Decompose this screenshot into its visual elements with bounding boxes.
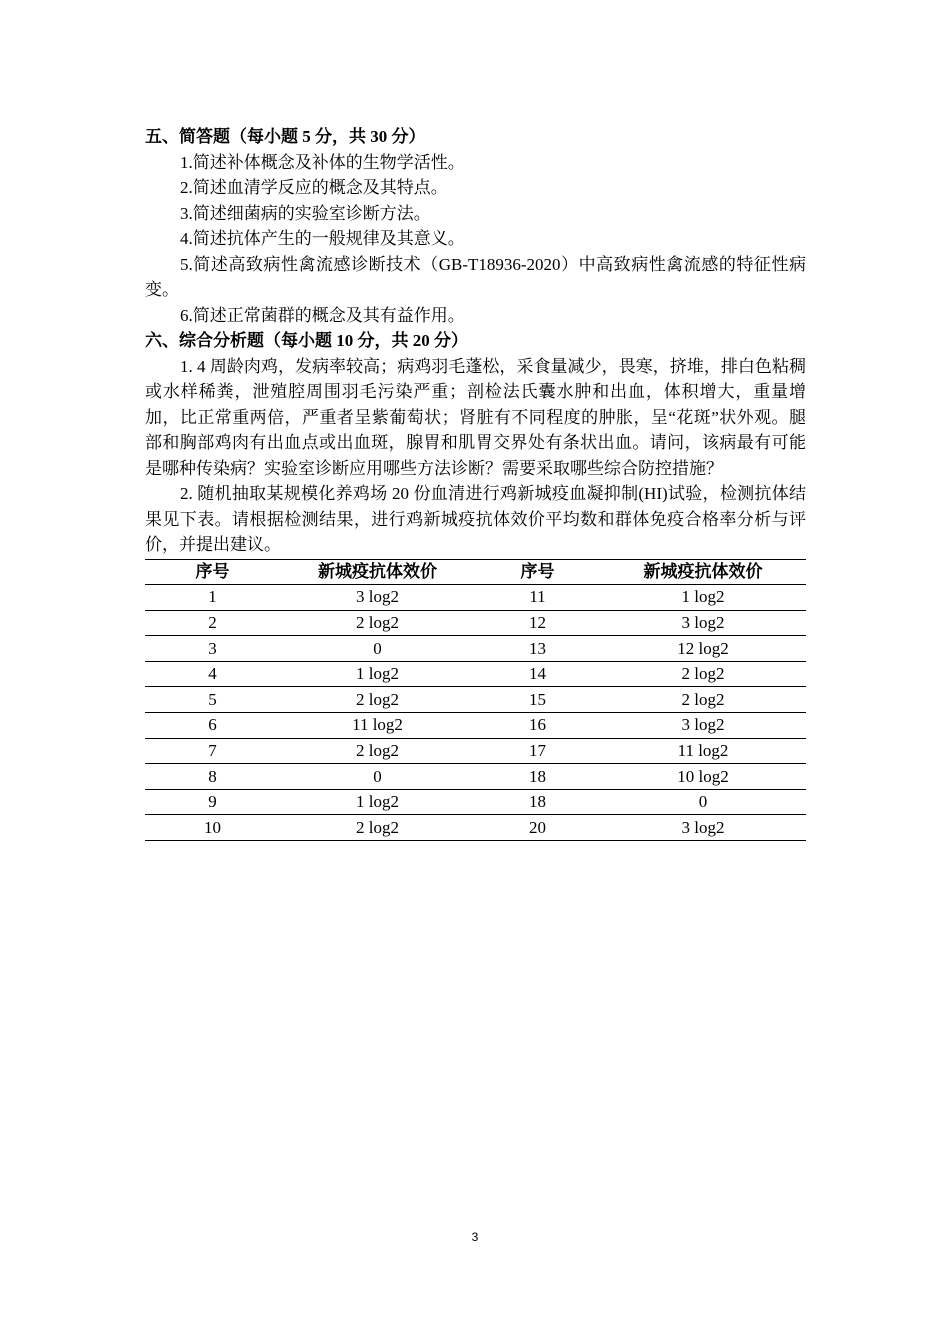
table-row — [145, 610, 806, 636]
table-cell: 2 log2 — [280, 610, 475, 636]
table-cell: 1 log2 — [280, 789, 475, 815]
table-cell: 2 log2 — [600, 661, 806, 687]
table-cell: 17 — [475, 738, 600, 764]
question-5-6: 6.简述正常菌群的概念及其有益作用。 — [180, 305, 465, 325]
table-cell: 1 log2 — [600, 585, 806, 611]
table-cell: 3 log2 — [600, 610, 806, 636]
section-6-heading: 六、综合分析题（每小题 10 分，共 20 分） — [145, 331, 468, 350]
column-header-serial: 序号 — [145, 559, 280, 585]
table-cell: 2 log2 — [280, 815, 475, 841]
table-cell: 15 — [475, 687, 600, 713]
table-row — [145, 636, 806, 662]
table-cell: 6 — [145, 713, 280, 739]
table-cell: 13 — [475, 636, 600, 662]
question-5-3: 3.简述细菌病的实验室诊断方法。 — [180, 203, 431, 223]
table-cell: 5 — [145, 687, 280, 713]
question-5-2: 2.简述血清学反应的概念及其特点。 — [180, 178, 448, 197]
question-5-4: 4.简述抗体产生的一般规律及其意义。 — [180, 229, 465, 248]
table-cell: 11 — [475, 585, 600, 611]
page-number: 3 — [471, 1230, 479, 1244]
table-cell: 3 log2 — [600, 713, 806, 739]
table-row — [145, 789, 806, 815]
section-5-heading: 五、简答题（每小题 5 分，共 30 分） — [145, 127, 426, 146]
table-cell: 2 log2 — [280, 687, 475, 713]
table-cell: 9 — [145, 789, 280, 815]
table-cell: 0 — [600, 789, 806, 815]
question-5-5: 5.简述高致病性禽流感诊断技术（GB-T18936-2020）中高致病性禽流感的特征性病变。 — [145, 254, 806, 299]
table-cell: 3 log2 — [280, 585, 475, 611]
table-row — [145, 713, 806, 739]
table-cell: 0 — [280, 764, 475, 790]
table-cell: 3 log2 — [600, 815, 806, 841]
table-cell: 1 — [145, 585, 280, 611]
table-cell: 2 — [145, 610, 280, 636]
table-cell: 11 log2 — [280, 713, 475, 739]
table-cell: 2 log2 — [280, 738, 475, 764]
table-cell: 7 — [145, 738, 280, 764]
table-cell: 1 log2 — [280, 661, 475, 687]
table-row — [145, 815, 806, 841]
table-row — [145, 661, 806, 687]
table-row — [145, 764, 806, 790]
question-5-1: 1.简述补体概念及补体的生物学活性。 — [180, 152, 465, 172]
table-cell: 11 log2 — [600, 738, 806, 764]
table-cell: 14 — [475, 661, 600, 687]
table-row — [145, 738, 806, 764]
antibody-titer-table — [145, 559, 806, 842]
table-cell: 0 — [280, 636, 475, 662]
table-cell: 8 — [145, 764, 280, 790]
page-content — [145, 124, 806, 841]
table-row — [145, 585, 806, 611]
table-cell: 4 — [145, 661, 280, 687]
table-cell: 10 — [145, 815, 280, 841]
column-header-serial: 序号 — [475, 559, 600, 585]
table-cell: 2 log2 — [600, 687, 806, 713]
table-cell: 10 log2 — [600, 764, 806, 790]
column-header-titer: 新城疫抗体效价 — [600, 559, 806, 585]
table-cell: 20 — [475, 815, 600, 841]
column-header-titer: 新城疫抗体效价 — [280, 559, 475, 585]
table-row — [145, 687, 806, 713]
question-6-1: 1. 4 周龄肉鸡，发病率较高；病鸡羽毛蓬松，采食量减少，畏寒，挤堆，排白色粘稠或水样稀粪，泄殖腔周围羽毛污染严重；剖检法氏囊水肿和出血，体积增大，重量增加，比正常重两倍，严重者呈紫葡萄状；肾脏有不同程度的肿胀，呈“花斑”状外观。腿部和胸部鸡肉有出血点或出血斑，腺胃和肌胃交界处有条状出血。请问，该病最有可能是哪种传染病？实验室诊断应用哪些方法诊断？需要采取哪些综合防控措施？ — [145, 356, 806, 478]
table-cell: 18 — [475, 789, 600, 815]
table-cell: 18 — [475, 764, 600, 790]
table-header-row — [145, 559, 806, 585]
table-cell: 16 — [475, 713, 600, 739]
table-cell: 12 — [475, 610, 600, 636]
question-6-2: 2. 随机抽取某规模化养鸡场 20 份血清进行鸡新城疫血凝抑制(HI)试验，检测抗体结果见下表。请根据检测结果，进行鸡新城疫抗体效价平均数和群体免疫合格率分析与评价，并提出建议。 — [145, 484, 806, 554]
table-cell: 3 — [145, 636, 280, 662]
table-cell: 12 log2 — [600, 636, 806, 662]
